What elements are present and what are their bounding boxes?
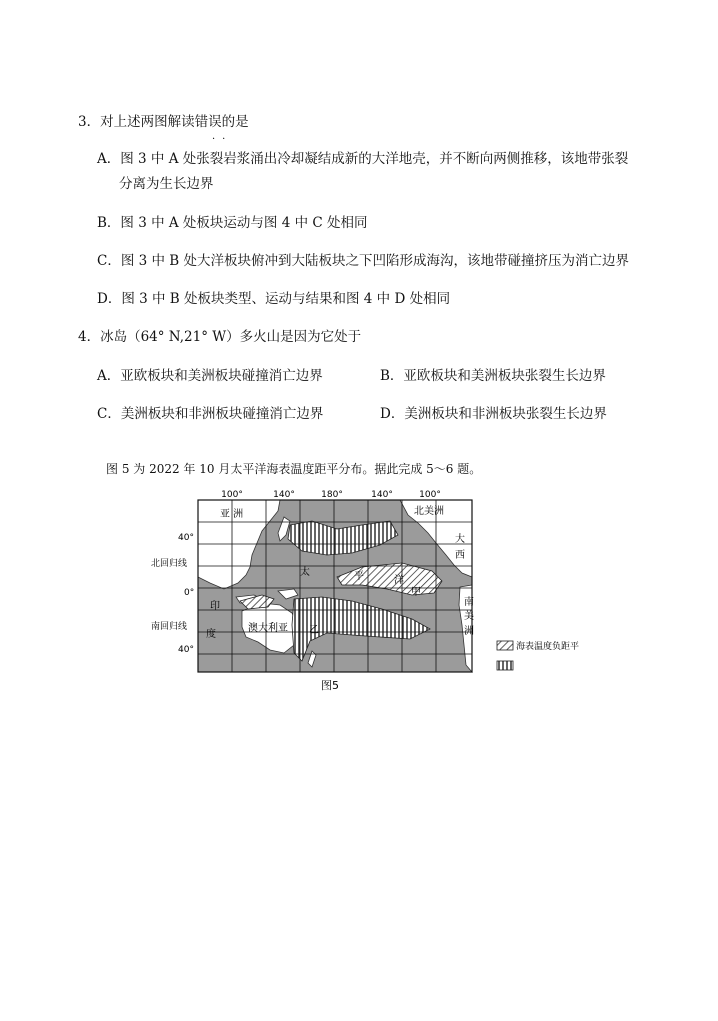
legend-swatch-positive [497, 661, 513, 670]
label-pacific-2: 平 [354, 571, 364, 582]
pacific-sst-anomaly-map [151, 485, 642, 695]
question-4-option-c: C．美洲板块和非洲板块碰撞消亡边界 [97, 406, 324, 422]
lat-label-tropic-capricorn: 南回归线 [151, 622, 188, 632]
emphasis-dots: ·· [212, 134, 233, 145]
label-pacific-3: 洋 [394, 575, 404, 586]
label-pacific-1: 太 [300, 567, 310, 578]
label-point-yi: 乙 [309, 625, 319, 636]
question-3-option-a-cont: 分离为生长边界 [119, 176, 214, 192]
label-south-america-3: 洲 [464, 626, 474, 637]
question-3-option-b: B．图 3 中 A 处板块运动与图 4 中 C 处相同 [97, 215, 368, 231]
question-4-option-a: A．亚欧板块和美洲板块碰撞消亡边界 [97, 368, 323, 384]
label-south-america-2: 美 [464, 611, 474, 622]
label-atlantic-2: 西 [455, 550, 465, 561]
label-australia: 澳大利亚 [248, 623, 288, 634]
label-south-america-1: 南 [464, 597, 474, 608]
question-3-option-d: D．图 3 中 B 处板块类型、运动与结果和图 4 中 D 处相同 [97, 291, 451, 307]
label-point-jia: 甲 [411, 587, 421, 598]
label-indian-1: 印 [210, 601, 220, 612]
figure-5-intro: 图 5 为 2022 年 10 月太平洋海表温度距平分布。据此完成 5～6 题。 [106, 462, 482, 476]
label-atlantic-1: 大 [455, 534, 465, 545]
legend-label-negative: 海表温度负距平 [516, 642, 580, 652]
label-north-america: 北美洲 [414, 506, 444, 517]
lon-label-140e: 140° [273, 490, 295, 500]
question-3-option-a: A．图 3 中 A 处张裂岩浆涌出冷却凝结成新的大洋地壳，并不断向两侧推移，该地带张裂 [97, 151, 629, 167]
lon-label-140w: 140° [371, 490, 393, 500]
label-asia: 亚 洲 [220, 509, 244, 520]
question-4-option-d: D．美洲板块和非洲板块张裂生长边界 [380, 406, 607, 422]
legend-swatch-negative [497, 641, 513, 650]
figure-5-caption: 图5 [321, 679, 339, 692]
question-3-option-c: C．图 3 中 B 处大洋板块俯冲到大陆板块之下凹陷形成海沟，该地带碰撞挤压为消亡边界 [97, 253, 630, 269]
lat-label-tropic-cancer: 北回归线 [151, 559, 188, 569]
lat-label-equator: 0° [184, 588, 195, 598]
question-4-stem: 4．冰岛（64° N,21° W）多火山是因为它处于 [78, 329, 362, 345]
lat-label-40s: 40° [178, 645, 194, 655]
legend [497, 640, 579, 670]
lon-label-100w: 100° [419, 490, 441, 500]
question-3-stem: 3．对上述两图解读错误的是 [78, 114, 249, 130]
lat-label-40n: 40° [178, 533, 194, 543]
lon-label-180: 180° [321, 490, 343, 500]
lon-label-100e: 100° [221, 490, 243, 500]
label-indian-2: 度 [206, 629, 216, 640]
question-4-option-b: B．亚欧板块和美洲板块张裂生长边界 [380, 368, 606, 384]
